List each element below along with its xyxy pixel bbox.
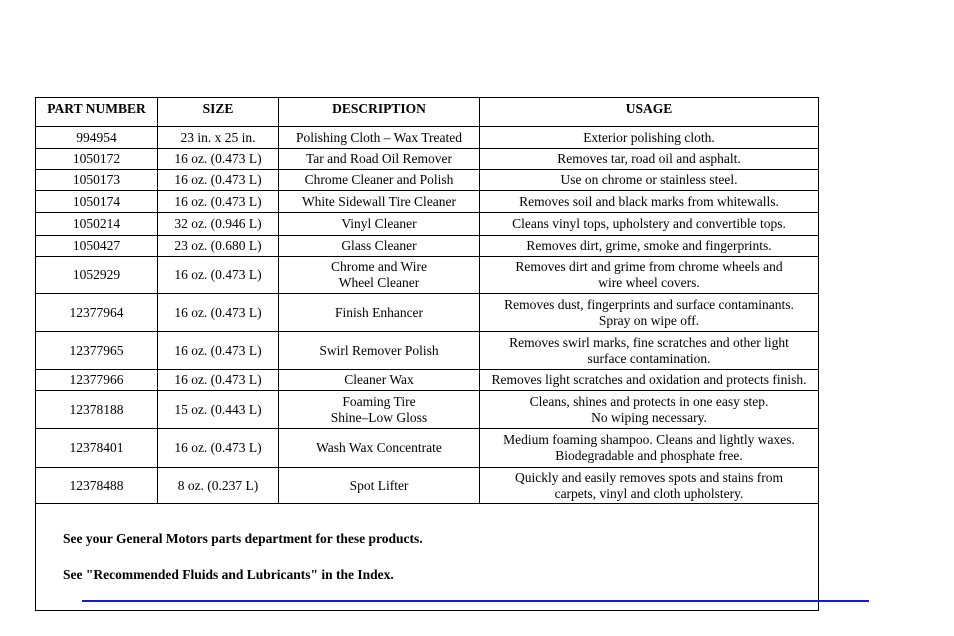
description-cell: Wash Wax Concentrate: [279, 429, 480, 468]
usage-cell: Quickly and easily removes spots and stains from carpets, vinyl and cloth upholstery.: [480, 468, 819, 504]
size-cell: 23 in. x 25 in.: [158, 127, 279, 149]
description-cell: Chrome Cleaner and Polish: [279, 170, 480, 191]
header-size: SIZE: [158, 98, 279, 127]
part-number-cell: 12377966: [36, 370, 158, 391]
footer-note: [36, 504, 819, 611]
table-row: [36, 332, 819, 370]
description-cell: Swirl Remover Polish: [279, 332, 480, 370]
size-cell: 32 oz. (0.946 L): [158, 213, 279, 236]
size-cell: 16 oz. (0.473 L): [158, 170, 279, 191]
description-cell: Finish Enhancer: [279, 294, 480, 332]
description-cell: Vinyl Cleaner: [279, 213, 480, 236]
header-row: [36, 98, 819, 127]
usage-cell: Medium foaming shampoo. Cleans and lightly waxes. Biodegradable and phosphate free.: [480, 429, 819, 468]
description-cell: Chrome and Wire Wheel Cleaner: [279, 257, 480, 294]
part-number-cell: 994954: [36, 127, 158, 149]
size-cell: 15 oz. (0.443 L): [158, 391, 279, 429]
header-description: DESCRIPTION: [279, 98, 480, 127]
usage-cell: Exterior polishing cloth.: [480, 127, 819, 149]
footer-line-fluids-reference: See "Recommended Fluids and Lubricants" in the Index.: [63, 567, 394, 582]
size-cell: 16 oz. (0.473 L): [158, 294, 279, 332]
footer-row: [36, 504, 819, 611]
size-cell: 8 oz. (0.237 L): [158, 468, 279, 504]
usage-cell: Removes dust, fingerprints and surface contaminants. Spray on wipe off.: [480, 294, 819, 332]
part-number-cell: 1052929: [36, 257, 158, 294]
products-table: [35, 97, 819, 611]
size-cell: 23 oz. (0.680 L): [158, 236, 279, 257]
usage-cell: Cleans vinyl tops, upholstery and convertible tops.: [480, 213, 819, 236]
table-row: [36, 149, 819, 170]
description-cell: Glass Cleaner: [279, 236, 480, 257]
table-row: [36, 170, 819, 191]
usage-cell: Removes dirt, grime, smoke and fingerprints.: [480, 236, 819, 257]
description-cell: Tar and Road Oil Remover: [279, 149, 480, 170]
header-part-number: PART NUMBER: [36, 98, 158, 127]
table-row: [36, 257, 819, 294]
page-bottom-rule: [82, 600, 869, 602]
description-cell: White Sidewall Tire Cleaner: [279, 191, 480, 213]
usage-cell: Removes dirt and grime from chrome wheels and wire wheel covers.: [480, 257, 819, 294]
part-number-cell: 1050427: [36, 236, 158, 257]
description-cell: Polishing Cloth – Wax Treated: [279, 127, 480, 149]
size-cell: 16 oz. (0.473 L): [158, 370, 279, 391]
part-number-cell: 1050172: [36, 149, 158, 170]
part-number-cell: 1050174: [36, 191, 158, 213]
table-row: [36, 213, 819, 236]
part-number-cell: 1050214: [36, 213, 158, 236]
table-row: [36, 236, 819, 257]
part-number-cell: 12377964: [36, 294, 158, 332]
usage-cell: Use on chrome or stainless steel.: [480, 170, 819, 191]
table-row: [36, 468, 819, 504]
header-usage: USAGE: [480, 98, 819, 127]
part-number-cell: 12378488: [36, 468, 158, 504]
size-cell: 16 oz. (0.473 L): [158, 332, 279, 370]
table-row: [36, 294, 819, 332]
usage-cell: Removes soil and black marks from whitewalls.: [480, 191, 819, 213]
usage-cell: Removes tar, road oil and asphalt.: [480, 149, 819, 170]
size-cell: 16 oz. (0.473 L): [158, 149, 279, 170]
usage-cell: Removes light scratches and oxidation and protects finish.: [480, 370, 819, 391]
usage-cell: Cleans, shines and protects in one easy step. No wiping necessary.: [480, 391, 819, 429]
table-row: [36, 370, 819, 391]
description-cell: Foaming Tire Shine–Low Gloss: [279, 391, 480, 429]
table-row: [36, 127, 819, 149]
size-cell: 16 oz. (0.473 L): [158, 429, 279, 468]
description-cell: Cleaner Wax: [279, 370, 480, 391]
footer-line-parts-department: See your General Motors parts department for these products.: [63, 531, 423, 546]
part-number-cell: 1050173: [36, 170, 158, 191]
part-number-cell: 12377965: [36, 332, 158, 370]
table-row: [36, 429, 819, 468]
size-cell: 16 oz. (0.473 L): [158, 191, 279, 213]
table-body: [36, 127, 819, 611]
table-row: [36, 191, 819, 213]
table-row: [36, 391, 819, 429]
description-cell: Spot Lifter: [279, 468, 480, 504]
part-number-cell: 12378401: [36, 429, 158, 468]
part-number-cell: 12378188: [36, 391, 158, 429]
size-cell: 16 oz. (0.473 L): [158, 257, 279, 294]
usage-cell: Removes swirl marks, fine scratches and other light surface contamination.: [480, 332, 819, 370]
